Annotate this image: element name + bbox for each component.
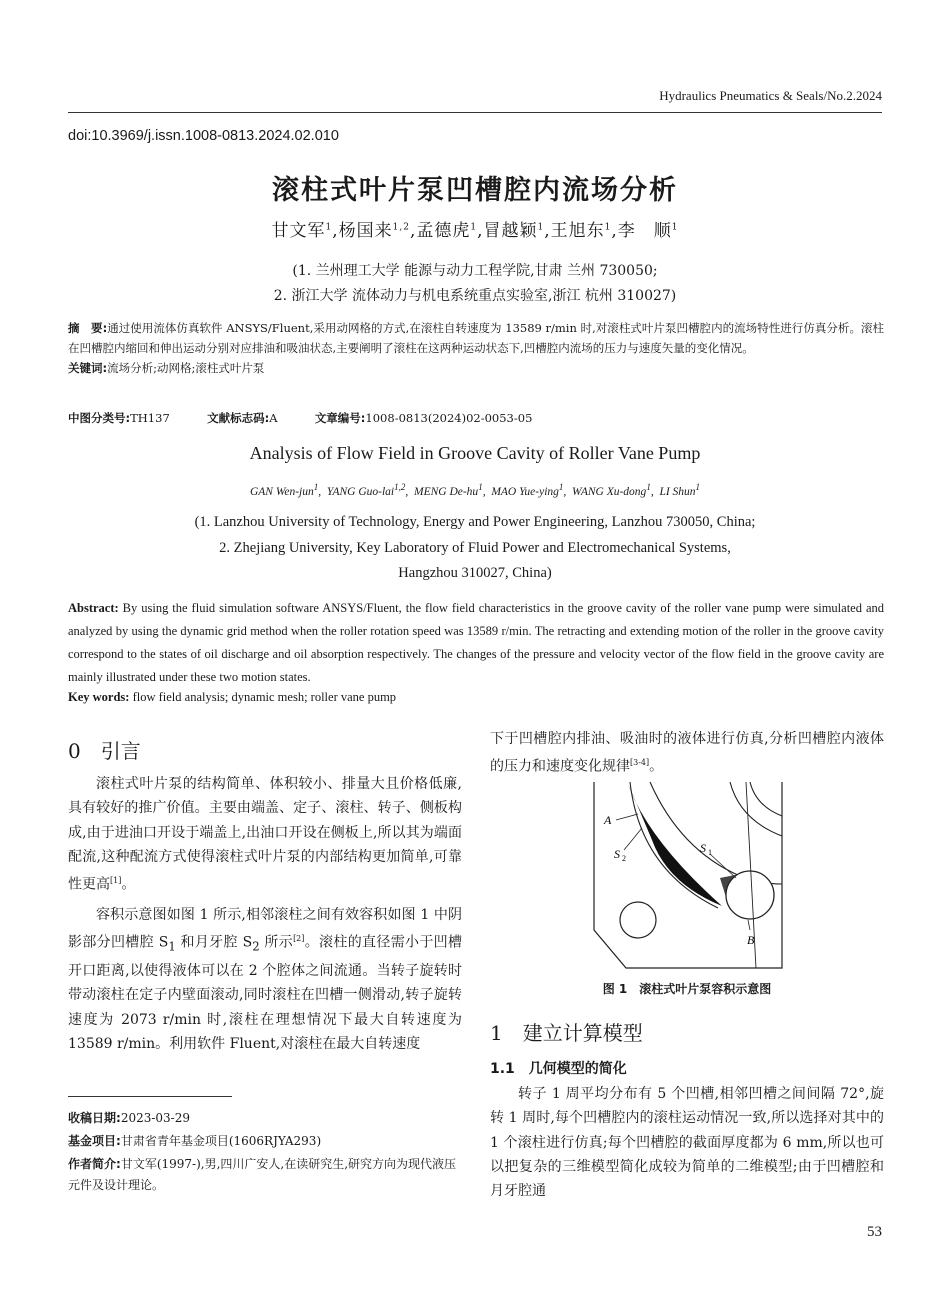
author-sup: 1 <box>470 222 478 233</box>
citation[interactable]: [3-4] <box>630 758 650 768</box>
abstract-en <box>68 597 884 689</box>
abstract-en-label: Abstract: <box>68 601 119 615</box>
section-0-para-2-text-d: 。滚柱的直径需小于凹槽开口距离,以使得液体可以在 2 个腔体之间流通。当转子旋转时带动滚柱在定子内壁面滚动,同时滚柱在凹槽一侧滑动,转子旋转速度为 2073 r/min 时,滚柱在理想情况下最大自转速度为 13589 r/min。利用软件 Fluent,对滚柱在最大自转速度 <box>68 934 462 1052</box>
author: 李 顺 <box>617 221 672 241</box>
author-sup: 1,2 <box>392 222 410 233</box>
section-1-heading: 1 建立计算模型 <box>490 1021 643 1045</box>
bolt-hole <box>620 902 656 938</box>
fund-label: 基金项目: <box>68 1134 121 1148</box>
subscript: 2 <box>252 939 260 954</box>
author-bio-text: 甘文军(1997-),男,四川广安人,在读研究生,研究方向为现代液压元件及设计理论。 <box>68 1157 457 1192</box>
author: 冒越颖 <box>483 221 538 241</box>
abstract-zh <box>68 318 884 378</box>
header-rule <box>68 112 882 113</box>
abstract-zh-text: 通过使用流体仿真软件 ANSYS/Fluent,采用动网格的方式,在滚柱自转速度为 13589 r/min 时,对滚柱式叶片泵凹槽腔内的流场特性进行仿真分析。滚柱在凹槽腔内缩回和伸出运动分别对应排油和吸油状态,主要阐明了滚柱在这两种运动状态下,凹槽腔内流场的压力与速度矢量的变化情况。 <box>68 321 885 355</box>
en-author: LI Shun <box>659 485 696 498</box>
affiliation-2: 2. 浙江大学 流体动力与机电系统重点实验室,浙江 杭州 310027) <box>273 288 677 304</box>
section-0-para-2 <box>68 903 462 1056</box>
figure-label-a: A <box>604 813 612 827</box>
doi[interactable]: doi:10.3969/j.issn.1008-0813.2024.02.010 <box>68 128 339 144</box>
figure-label-s2-sub: 2 <box>622 854 626 863</box>
en-affiliation-1: (1. Lanzhou University of Technology, Energy and Power Engineering, Lanzhou 730050, China; <box>194 514 756 530</box>
author-bio-label: 作者简介: <box>68 1157 121 1171</box>
section-1-1-heading: 1.1 几何模型的简化 <box>490 1061 627 1077</box>
figure-label-s2: S <box>614 847 620 861</box>
abstract-en-text: By using the fluid simulation software ANSYS/Fluent, the flow field characteristics in the groove cavity of the roller vane pump were simulated and analyzed by using the dynamic grid method when the roller rotation speed was 13589 r/min. The retracting and extending motion of the roller in the groove cavity correspond to the states of oil discharge and oil absorption respectively. The changes of the pressure and velocity vector of the flow field in the groove cavity are mainly illustrated under these two motion states. <box>68 601 884 684</box>
journal-header: Hydraulics Pneumatics & Seals/No.2.2024 <box>659 88 882 103</box>
page-number: 53 <box>867 1224 882 1240</box>
article-no-label: 文章编号: <box>314 411 366 425</box>
en-author-sup: 1 <box>478 482 483 492</box>
punct: 。 <box>121 876 136 893</box>
footnote-rule <box>68 1096 232 1097</box>
affiliation-1: (1. 兰州理工大学 能源与动力工程学院,甘肃 兰州 730050; <box>292 263 658 279</box>
doc-code-label: 文献标志码: <box>207 411 270 425</box>
clc-value: TH137 <box>130 411 170 425</box>
section-0-para-2-text-b: 和月牙腔 S <box>175 934 253 951</box>
footnote-received <box>68 1108 462 1129</box>
punct: 。 <box>649 758 664 775</box>
section-1-1-para: 转子 1 周平均分布有 5 个凹槽,相邻凹槽之间间隔 72°,旋转 1 周时,每个凹槽腔内的滚柱运动情况一致,所以选择对其中的 1 个滚柱进行仿真;每个凹槽腔的截面厚度都为 6 mm,所以也可以把复杂的三维模型简化成较为简单的二维模型;由于凹槽腔和月牙腔通 <box>490 1086 884 1200</box>
section-0-para-1-text: 滚柱式叶片泵的结构简单、体积较小、排量大且价格低廉,具有较好的推广价值。主要由端盖、定子、滚柱、转子、侧板构成,由于进油口开设于端盖上,出油口开设在侧板上,所以其为端面配流,这种配流方式使得滚柱式叶片泵的内部结构更加简单,可靠性更高 <box>68 776 462 893</box>
en-author-sup: 1 <box>558 482 564 492</box>
en-author: GAN Wen-jun <box>249 485 314 498</box>
received-label: 收稿日期: <box>68 1111 121 1125</box>
section-0-para-2-text-a: 容积示意图如图 1 所示,相邻滚柱之间有效容积如图 1 中阴影部分凹槽腔 S <box>68 907 462 951</box>
en-author: YANG Guo-lai <box>326 485 395 498</box>
author-sup: 1 <box>325 222 333 233</box>
article-no-value: 1008-0813(2024)02-0053-05 <box>365 411 533 425</box>
en-affiliation-3: Hangzhou 310027, China) <box>398 565 552 581</box>
citation[interactable]: [2] <box>293 934 305 944</box>
author-sup: 1 <box>671 222 679 233</box>
figure-label-b: B <box>747 933 755 947</box>
english-title: Analysis of Flow Field in Groove Cavity of Roller Vane Pump <box>249 443 701 463</box>
roller <box>726 871 774 919</box>
right-column-intro-text: 下于凹槽腔内排油、吸油时的液体进行仿真,分析凹槽腔内液体的压力和速度变化规律 <box>490 731 884 775</box>
section-0-para-1 <box>68 772 462 897</box>
footnote-fund <box>68 1131 462 1152</box>
subscript: 1 <box>168 939 176 954</box>
fund-text: 甘肃省青年基金项目(1606RJYA293) <box>120 1134 322 1148</box>
keywords-zh-label: 关键词: <box>68 361 108 375</box>
paper-title: 滚柱式叶片泵凹槽腔内流场分析 <box>272 175 678 206</box>
figure-1-caption: 图 1 滚柱式叶片泵容积示意图 <box>602 982 772 996</box>
en-affiliation-2: 2. Zhejiang University, Key Laboratory of Fluid Power and Electromechanical Systems, <box>219 540 731 556</box>
en-author: MAO Yue-ying <box>491 485 559 498</box>
keywords-en-label: Key words: <box>68 690 130 704</box>
keywords-en-text: flow field analysis; dynamic mesh; roller vane pump <box>132 690 397 704</box>
en-author-sup: 1 <box>646 482 651 492</box>
footnote-author <box>68 1154 462 1196</box>
clc-label: 中图分类号: <box>68 411 131 425</box>
right-column-intro <box>490 727 884 779</box>
keywords-en <box>68 690 396 705</box>
author-list: 甘文军$^1$,杨国来$^{1,2}$,孟德虎$^1$,冒越颖$^1$,王旭东$^1$,李 顺$^1$ <box>271 221 679 241</box>
abstract-zh-label: 摘 要: <box>68 321 108 335</box>
section-0-heading: 0 引言 <box>68 739 141 763</box>
section-0-para-2-text-c: 所示 <box>259 934 294 951</box>
received-date: 2023-03-29 <box>120 1111 190 1125</box>
english-author-list: GAN Wen-jun$^1$, YANG Guo-lai$^{1,2}$, MENG $De-hu^1$, MAO Yue-ying$^1$, WANG Xu-dong$^1$, LI Shun$^1$ <box>249 482 701 498</box>
author: 杨国来 <box>338 221 393 241</box>
keywords-zh-text: 流场分析;动网格;滚柱式叶片泵 <box>107 361 265 375</box>
author-sup: 1 <box>537 222 545 233</box>
author-sup: 1 <box>604 222 612 233</box>
en-author-sup: 1 <box>313 482 319 492</box>
doc-code-value: A <box>269 411 278 425</box>
en-author-sup: 1,2 <box>394 482 406 492</box>
author: 甘文军 <box>271 221 326 241</box>
figure-label-s1: S <box>700 841 706 855</box>
classification-line <box>68 410 532 426</box>
author: 孟德虎 <box>416 221 471 241</box>
en-author-sup: 1 <box>695 482 701 492</box>
citation[interactable]: [1] <box>110 876 122 886</box>
figure-label-s1-sub: 1 <box>708 848 712 857</box>
author: 王旭东 <box>550 221 605 241</box>
en-author: MENG De-hu <box>413 485 479 498</box>
figure-1-diagram <box>590 780 786 970</box>
en-author: WANG Xu-dong <box>572 485 647 498</box>
